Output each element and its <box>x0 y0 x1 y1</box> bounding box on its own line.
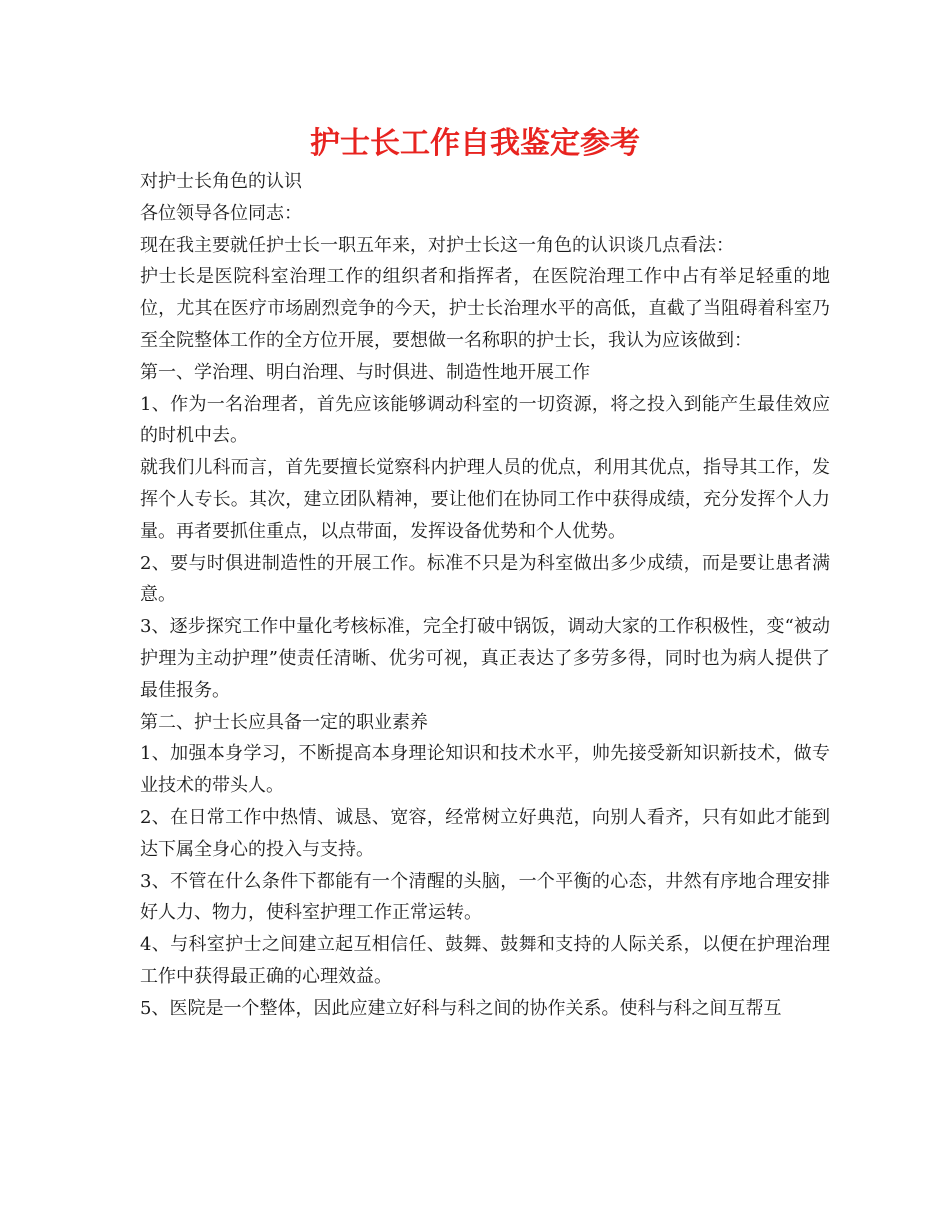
paragraph: 3、逐步探究工作中量化考核标准，完全打破中锅饭，调动大家的工作积极性，变“被动护理为主动护理”使责任清晰、优劣可视，真正表达了多劳多得，同时也为病人提供了最佳报务。 <box>140 616 830 701</box>
paragraph: 各位领导各位同志： <box>140 202 302 224</box>
paragraph: 护士长是医院科室治理工作的组织者和指挥者，在医院治理工作中占有举足轻重的地位，尤其在医疗市场剧烈竞争的今天，护士长治理水平的高低，直截了当阻碍着科室乃至全院整体工作的全方位开展，要想做一名称职的护士长，我认为应该做到： <box>140 266 830 351</box>
paragraph: 4、与科室护士之间建立起互相信任、鼓舞、鼓舞和支持的人际关系，以便在护理治理工作中获得最正确的心理效益。 <box>140 934 830 987</box>
document-title: 护士长工作自我鉴定参考 <box>310 126 640 161</box>
section-heading: 第一、学治理、明白治理、与时俱进、制造性地开展工作 <box>140 361 590 383</box>
paragraph: 3、不管在什么条件下都能有一个清醒的头脑，一个平衡的心态，井然有序地合理安排好人力、物力，使科室护理工作正常运转。 <box>140 870 830 924</box>
paragraph: 2、在日常工作中热情、诚恳、宽容，经常树立好典范，向别人看齐，只有如此才能到达下属全身心的投入与支持。 <box>140 806 830 860</box>
paragraph: 1、作为一名治理者，首先应该能够调动科室的一切资源，将之投入到能产生最佳效应的时机中去。 <box>140 393 830 447</box>
paragraph: 5、医院是一个整体，因此应建立好科与科之间的协作关系。使科与科之间互帮互 <box>140 997 782 1019</box>
paragraph: 对护士长角色的认识 <box>140 171 302 192</box>
paragraph: 2、要与时俱进制造性的开展工作。标准不只是为科室做出多少成绩，而是要让患者满意。 <box>140 552 830 606</box>
paragraph: 就我们儿科而言，首先要擅长觉察科内护理人员的优点，利用其优点，指导其工作，发挥个人专长。其次，建立团队精神，要让他们在协同工作中获得成绩，充分发挥个人力量。再者要抓住重点，以点带面，发挥设备优势和个人优势。 <box>140 457 830 542</box>
paragraph: 1、加强本身学习，不断提高本身理论知识和技术水平，帅先接受新知识新技术，做专业技术的带头人。 <box>140 743 830 797</box>
document-body <box>140 166 830 1025</box>
section-heading: 第二、护士长应具备一定的职业素养 <box>140 711 428 733</box>
paragraph: 现在我主要就任护士长一职五年来，对护士长这一角色的认识谈几点看法： <box>140 234 734 256</box>
